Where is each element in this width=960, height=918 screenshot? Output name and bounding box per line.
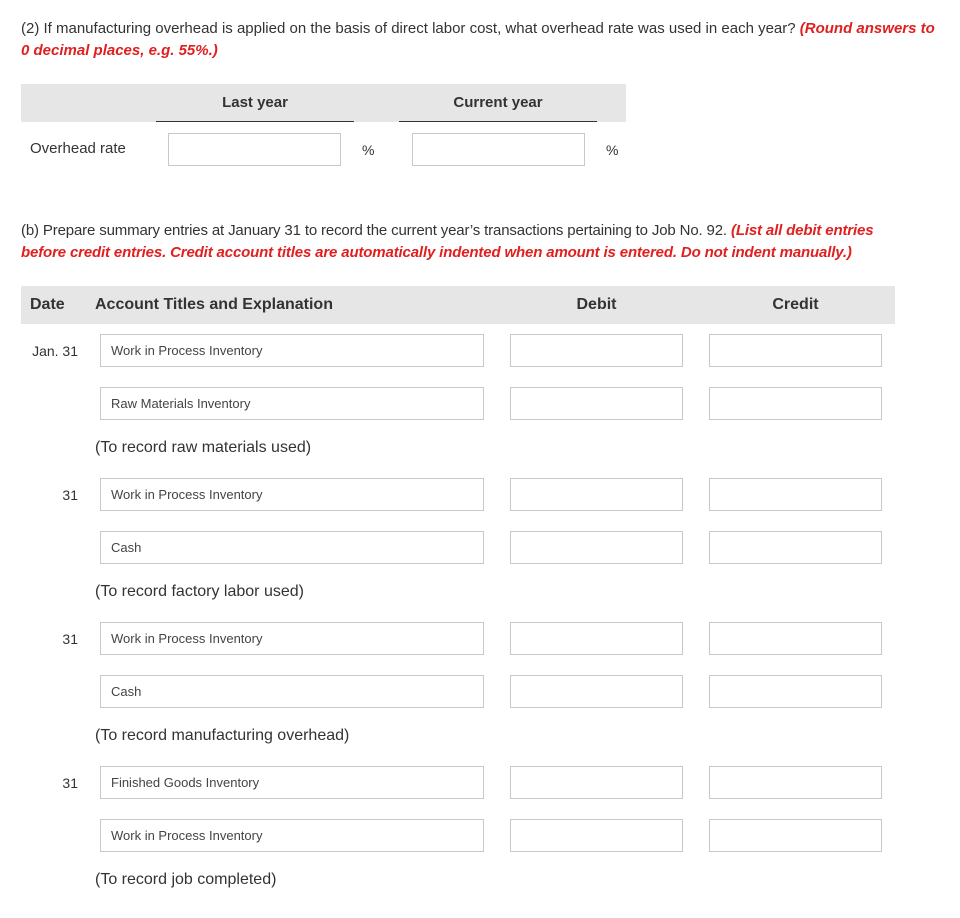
overhead-rate-last-year-input[interactable] <box>168 133 341 166</box>
partb-instruction-a: (List all debit entries <box>730 222 874 239</box>
journal-header-date: Date <box>30 296 65 313</box>
entry-1-memo: (To record raw materials used) <box>95 439 312 456</box>
entry-3-date: 31 <box>62 631 78 647</box>
entry-1-debit-amount-input[interactable] <box>510 334 683 367</box>
entry-1-credit-amount-input-row1[interactable] <box>709 334 882 367</box>
entry-4-debit-account-input[interactable]: Finished Goods Inventory <box>100 766 484 799</box>
entry-3-debit-account-input[interactable]: Work in Process Inventory <box>100 622 484 655</box>
partb-instruction-b: before credit entries. Credit account titles are automatically indented when amount is entered. Do not indent manually.) <box>21 244 852 261</box>
entry-1-credit-amount-input[interactable] <box>709 387 882 420</box>
entry-4-credit-account-input[interactable]: Work in Process Inventory <box>100 819 484 852</box>
entry-3-credit-account-input[interactable]: Cash <box>100 675 484 708</box>
entry-3-memo: (To record manufacturing overhead) <box>95 727 350 744</box>
part2-instruction-2: 0 decimal places, e.g. 55%.) <box>21 42 218 59</box>
col-last-year: Last year <box>222 94 288 111</box>
entry-4-credit-amount-input-row1[interactable] <box>709 766 882 799</box>
journal-header-credit: Credit <box>772 296 819 313</box>
entry-3-credit-amount-input-row1[interactable] <box>709 622 882 655</box>
entry-1-credit-account-input[interactable]: Raw Materials Inventory <box>100 387 484 420</box>
entry-2-debit-amount-input-row2[interactable] <box>510 531 683 564</box>
entry-4-memo: (To record job completed) <box>95 871 277 888</box>
entry-1-debit-account-input[interactable]: Work in Process Inventory <box>100 334 484 367</box>
entry-2-memo: (To record factory labor used) <box>95 583 304 600</box>
part2-instruction-1: (Round answers to <box>799 20 935 37</box>
part2-question-text: (2) If manufacturing overhead is applied on the basis of direct labor cost, what overhead rate was used in each year? <box>21 20 796 37</box>
col-current-year: Current year <box>453 94 543 111</box>
entry-3-debit-amount-input-row2[interactable] <box>510 675 683 708</box>
entry-2-date: 31 <box>62 487 78 503</box>
entry-3-credit-amount-input[interactable] <box>709 675 882 708</box>
entry-1-date: Jan. 31 <box>32 343 78 359</box>
partb-question <box>21 220 946 264</box>
overhead-rate-label: Overhead rate <box>30 140 126 157</box>
entry-4-credit-amount-input[interactable] <box>709 819 882 852</box>
overhead-rate-current-year-input[interactable] <box>412 133 585 166</box>
entry-2-credit-account-input[interactable]: Cash <box>100 531 484 564</box>
col-last-year-underline <box>156 121 354 122</box>
entry-4-debit-amount-input-row2[interactable] <box>510 819 683 852</box>
col-current-year-underline <box>399 121 597 122</box>
percent-sign-current-year: % <box>606 142 619 158</box>
entry-1-debit-amount-input-row2[interactable] <box>510 387 683 420</box>
entry-2-credit-amount-input-row1[interactable] <box>709 478 882 511</box>
partb-question-text: (b) Prepare summary entries at January 31 to record the current year’s transactions pertaining to Job No. 92. <box>21 222 727 239</box>
entry-4-date: 31 <box>62 775 78 791</box>
part2-question <box>21 18 946 62</box>
journal-header-account: Account Titles and Explanation <box>95 296 333 313</box>
entry-4-debit-amount-input[interactable] <box>510 766 683 799</box>
entry-3-debit-amount-input[interactable] <box>510 622 683 655</box>
percent-sign-last-year: % <box>362 142 375 158</box>
entry-2-debit-amount-input[interactable] <box>510 478 683 511</box>
entry-2-credit-amount-input[interactable] <box>709 531 882 564</box>
entry-2-debit-account-input[interactable]: Work in Process Inventory <box>100 478 484 511</box>
journal-header-debit: Debit <box>576 296 617 313</box>
